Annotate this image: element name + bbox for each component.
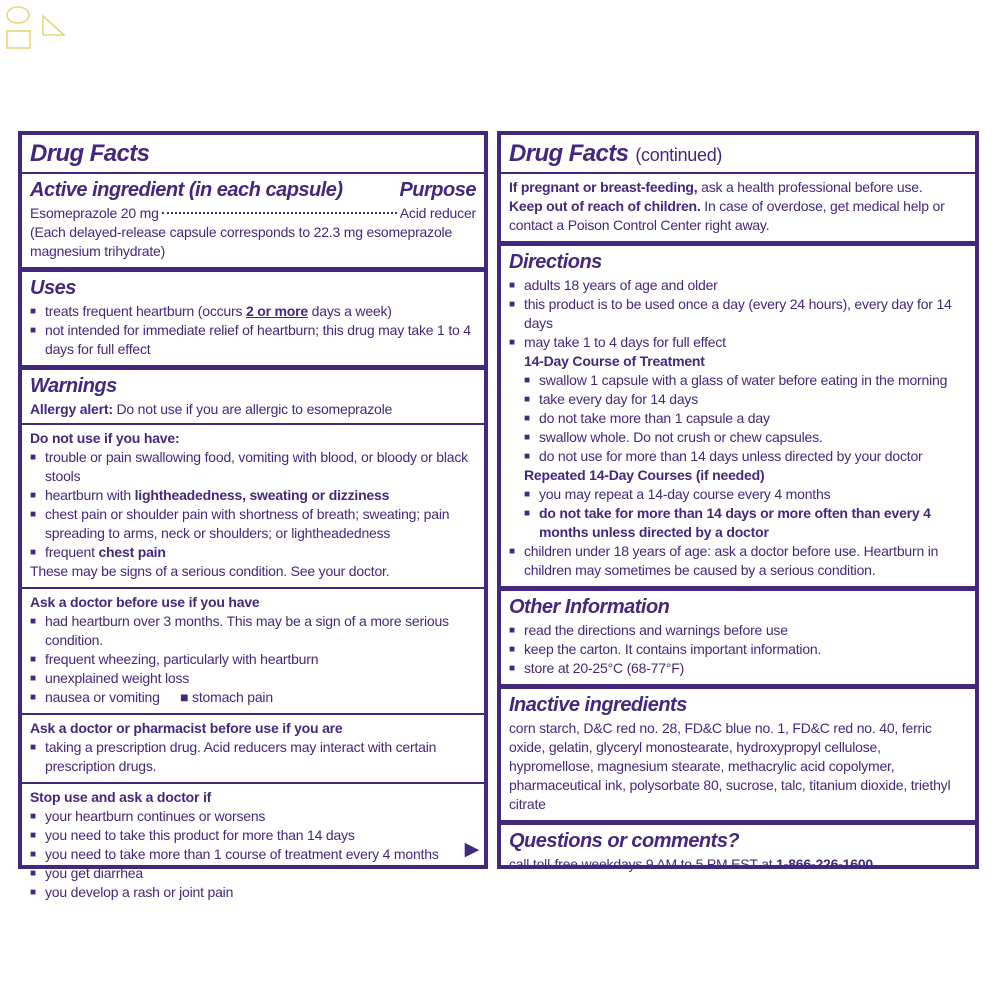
subheading: Ask a doctor before use if you have [30, 594, 260, 610]
inactive-ingredients-text: corn starch, D&C red no. 28, FD&C blue no. 1, FD&C red no. 40, ferric oxide, gelatin, glyceryl monostearate, hydroxypropyl cellulose, hypromellose, magnesium stearate, methacrylic acid copolymer, pharmaceutical ink, polysorbate 80, sucrose, talc, titanium dioxide, triethyl citrate [509, 720, 951, 812]
uses-section [22, 272, 484, 365]
stop-use-subsection [22, 784, 484, 908]
list-item: ■ adults 18 years of age and older [509, 276, 967, 295]
list-item: ■ nausea or vomiting ■ stomach pain [30, 688, 476, 707]
pregnancy-warning: If pregnant or breast-feeding, ask a health professional before use. [509, 179, 923, 195]
list-item: ■ children under 18 years of age: ask a doctor before use. Heartburn in children may sometimes be caused by a serious condition. [509, 542, 967, 580]
list-item: ■ do not take more than 1 capsule a day [524, 409, 967, 428]
ingredient-name: Esomeprazole 20 mg [30, 205, 159, 221]
page-title: Drug Facts [30, 140, 150, 167]
list-item: ■ you get diarrhea [30, 864, 476, 883]
questions-phone-line: call toll-free weekdays 9 AM to 5 PM EST at 1-866-226-1600 [509, 856, 874, 872]
list-item: ■ may take 1 to 4 days for full effect [509, 333, 967, 352]
ellipse-icon [7, 7, 29, 23]
print-marks [0, 0, 90, 60]
list-item: ■ you need to take more than 1 course of treatment every 4 months [30, 845, 476, 864]
continuation-arrow-icon: ▶ [464, 839, 479, 860]
list-item: ■ read the directions and warnings before use [509, 621, 967, 640]
directions-section [501, 246, 975, 586]
drug-facts-panel-right [497, 131, 979, 872]
list-item: ■ heartburn with lightheadedness, sweating or dizziness [30, 486, 476, 505]
warnings-heading: Warnings [30, 375, 117, 397]
ask-pharmacist-subsection [22, 715, 484, 782]
warnings-footer: These may be signs of a serious condition. See your doctor. [30, 563, 390, 579]
allergy-alert: Allergy alert: Do not use if you are allergic to esomeprazole [30, 401, 393, 417]
list-item: ■ take every day for 14 days [524, 390, 967, 409]
page-title-continued: Drug Facts [509, 140, 629, 167]
uses-heading: Uses [30, 277, 76, 299]
directions-heading: Directions [509, 251, 602, 273]
list-item: ■ treats frequent heartburn (occurs 2 or more days a week) [30, 302, 476, 321]
list-item: ■ swallow whole. Do not crush or chew capsules. [524, 428, 967, 447]
triangle-icon [43, 16, 64, 35]
ask-doctor-subsection [22, 589, 484, 713]
list-item: ■ had heartburn over 3 months. This may be a sign of a more serious condition. [30, 612, 476, 650]
ingredient-note: (Each delayed-release capsule corresponds to 22.3 mg esomeprazole magnesium trihydrate) [30, 224, 453, 259]
list-item: ■ trouble or pain swallowing food, vomiting with blood, or bloody or black stools [30, 448, 476, 486]
list-item: ■ you develop a rash or joint pain [30, 883, 476, 902]
warnings-section [22, 370, 484, 423]
list-item: ■ swallow 1 capsule with a glass of water before eating in the morning [524, 371, 967, 390]
purpose-heading: Purpose [399, 179, 476, 201]
list-item: ■ chest pain or shoulder pain with shortness of breath; sweating; pain spreading to arms, neck or shoulders; or lightheadedness [30, 505, 476, 543]
rectangle-icon [7, 31, 30, 48]
list-item: ■ your heartburn continues or worsens [30, 807, 476, 826]
list-item: ■ you may repeat a 14-day course every 4 months [524, 485, 967, 504]
drug-facts-panel-left [18, 131, 488, 900]
list-item: ■ keep the carton. It contains important information. [509, 640, 967, 659]
list-item: ■ unexplained weight loss [30, 669, 476, 688]
questions-heading: Questions or comments? [509, 830, 740, 852]
list-item: ■ do not use for more than 14 days unless directed by your doctor [524, 447, 967, 466]
do-not-use-subsection [22, 425, 484, 587]
other-information-heading: Other Information [509, 596, 670, 618]
general-warnings-section [501, 174, 975, 241]
subheading: Do not use if you have: [30, 430, 180, 446]
inactive-ingredients-heading: Inactive ingredients [509, 694, 687, 716]
inactive-ingredients-section [501, 689, 975, 820]
list-item: ■ not intended for immediate relief of heartburn; this drug may take 1 to 4 days for full effect [30, 321, 476, 359]
active-ingredient-section [22, 174, 484, 267]
active-ingredient-heading: Active ingredient (in each capsule) [30, 179, 343, 201]
list-item: ■ frequent wheezing, particularly with heartburn [30, 650, 476, 669]
dot-leader [162, 212, 397, 214]
repeated-courses-subheading: Repeated 14-Day Courses (if needed) [524, 467, 765, 483]
purpose-value: Acid reducer [399, 205, 476, 221]
course-subheading: 14-Day Course of Treatment [524, 353, 705, 369]
list-item: ■ this product is to be used once a day (every 24 hours), every day for 14 days [509, 295, 967, 333]
keep-out-of-reach-warning: Keep out of reach of children. In case of overdose, get medical help or contact a Poison Control Center right away. [509, 198, 945, 233]
subheading: Stop use and ask a doctor if [30, 789, 212, 805]
list-item: ■ do not take for more than 14 days or more often than every 4 months unless directed by a doctor [524, 504, 967, 542]
list-item: ■ you need to take this product for more than 14 days [30, 826, 476, 845]
subheading: Ask a doctor or pharmacist before use if you are [30, 720, 343, 736]
continued-label: (continued) [635, 145, 723, 165]
questions-section [501, 825, 975, 880]
other-information-section [501, 591, 975, 684]
list-item: ■ store at 20-25°C (68-77°F) [509, 659, 967, 678]
list-item: ■ frequent chest pain [30, 543, 476, 562]
list-item: ■ taking a prescription drug. Acid reducers may interact with certain prescription drugs. [30, 738, 476, 776]
